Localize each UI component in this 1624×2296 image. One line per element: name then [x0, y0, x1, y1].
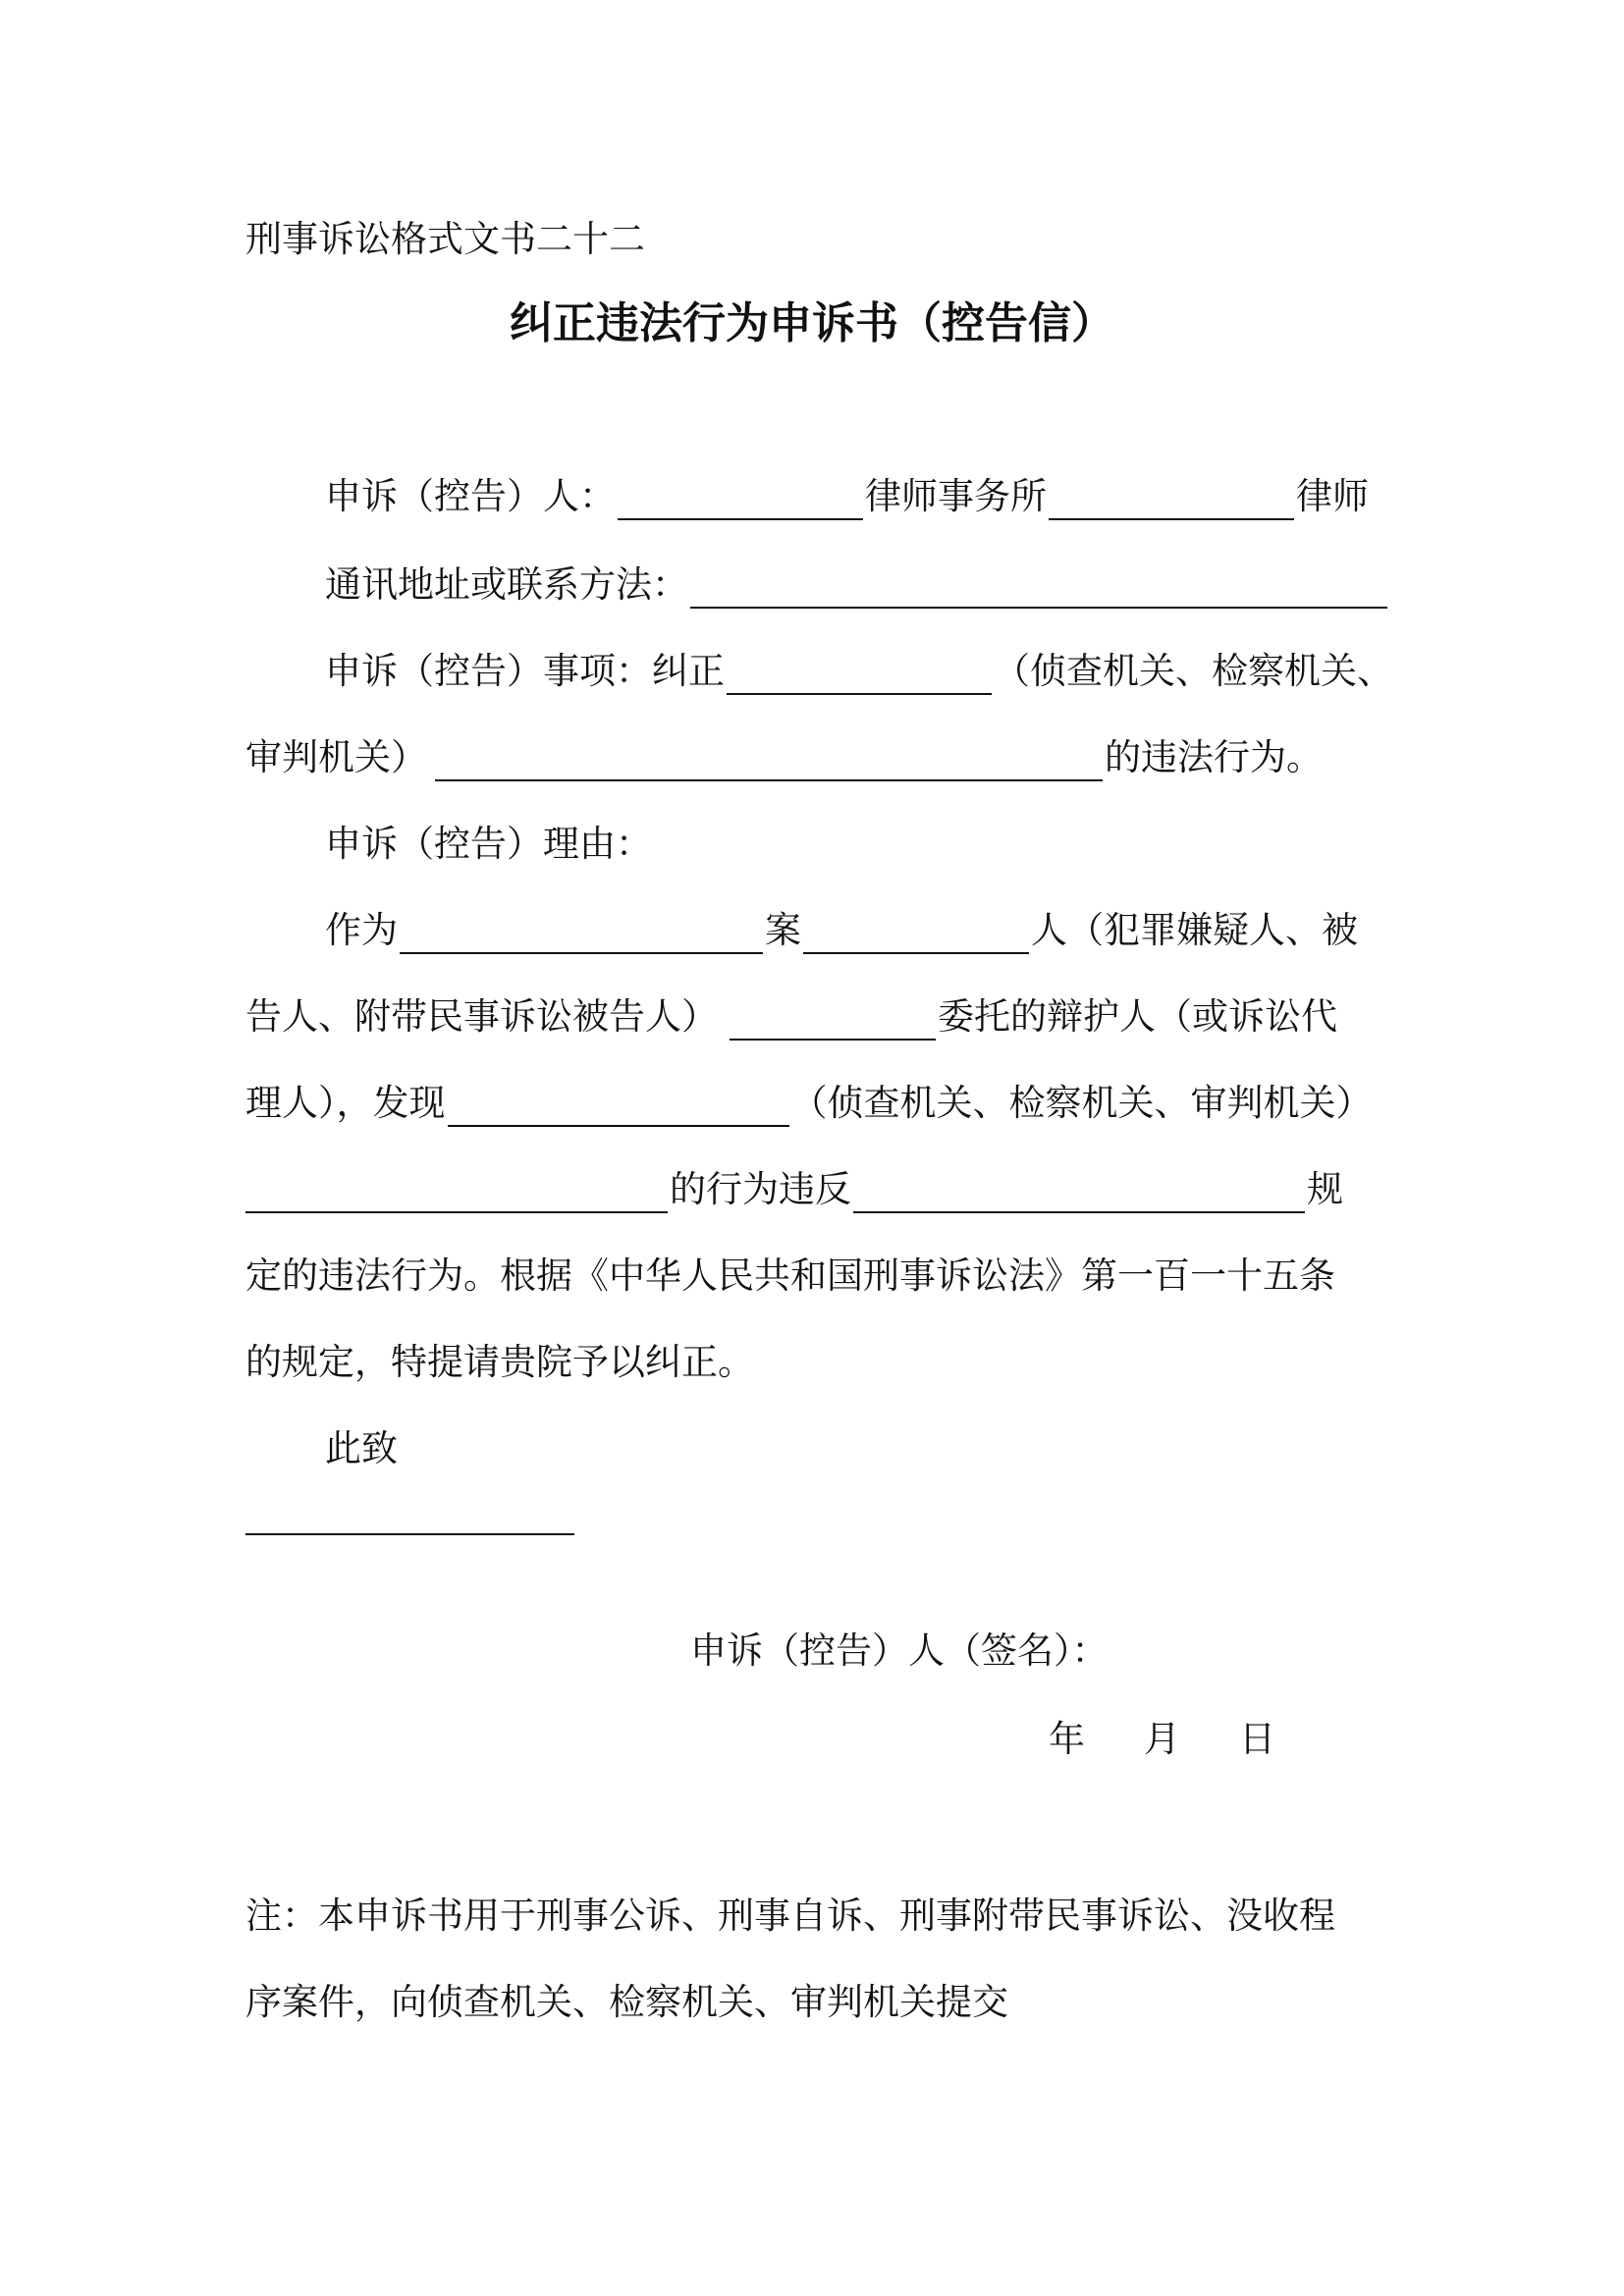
document-title: 纠正违法行为申诉书（控告信）: [510, 298, 1114, 348]
salutation: 此致: [325, 1427, 398, 1469]
matter-detail-blank[interactable]: [435, 746, 1103, 781]
form-number: 刑事诉讼格式文书二十二: [245, 218, 645, 260]
complainant-label: 申诉（控告）人：: [325, 475, 616, 517]
reason-label: 申诉（控告）理由：: [325, 823, 652, 865]
note-line-1: [245, 1893, 1389, 1940]
violating-act-blank[interactable]: [245, 1178, 668, 1213]
line3-suffix: 委托的辩护人（或诉讼代: [938, 995, 1337, 1038]
body-line-5: [245, 1253, 1389, 1300]
matter-label: 申诉（控告）事项：纠正: [325, 650, 725, 692]
legal-basis-text: 定的违法行为。根据《中华人民共和国刑事诉讼法》第一百一十五条: [245, 1255, 1335, 1297]
body-line-4: [245, 1166, 1389, 1213]
year-label: 年: [1049, 1718, 1085, 1760]
found-org-blank[interactable]: [448, 1092, 789, 1127]
line3-prefix: 告人、附带民事诉讼被告人）: [245, 995, 718, 1038]
contact-blank[interactable]: [690, 573, 1387, 609]
note-line-2: [245, 1979, 1389, 2026]
matter-org-blank[interactable]: [727, 660, 992, 695]
contact-line: [325, 561, 1389, 609]
matter-line-2: [245, 734, 1389, 781]
signature-label: 申诉（控告）人（签名）：: [690, 1629, 1109, 1672]
matter-org-note-1: （侦查机关、检察机关、: [994, 650, 1393, 692]
body-line-1: [325, 907, 1389, 954]
as-prefix: 作为: [325, 909, 398, 951]
reason-line: [325, 821, 1389, 868]
day-label: 日: [1239, 1718, 1275, 1760]
month-label: 月: [1144, 1718, 1180, 1760]
person-name-blank[interactable]: [803, 919, 1029, 954]
request-text: 的规定，特提请贵院予以纠正。: [245, 1341, 754, 1383]
line4-suffix: （侦查机关、检察机关、审判机关）: [790, 1082, 1373, 1124]
law-firm-suffix: 律师事务所: [865, 475, 1047, 517]
addressee-blank[interactable]: [245, 1533, 574, 1535]
note-text-1: 注：本申诉书用于刑事公诉、刑事自诉、刑事附带民事诉讼、没收程: [245, 1895, 1335, 1937]
line5-suffix: 规: [1307, 1168, 1343, 1210]
note-text-2: 序案件，向侦查机关、检察机关、审判机关提交: [245, 1981, 1008, 2023]
client-blank[interactable]: [730, 1005, 936, 1041]
complainant-blank[interactable]: [618, 485, 863, 520]
matter-suffix: 的违法行为。: [1105, 736, 1323, 778]
body-line-2: [245, 993, 1389, 1041]
lawyer-suffix: 律师: [1296, 475, 1369, 517]
body-line-6: [245, 1339, 1389, 1386]
contact-label: 通讯地址或联系方法：: [325, 563, 688, 606]
matter-org-note-2: 审判机关）: [245, 736, 427, 778]
violated-law-blank[interactable]: [853, 1178, 1305, 1213]
case-word: 案: [765, 909, 801, 951]
line4-prefix: 理人），发现: [245, 1082, 446, 1124]
matter-line-1: [325, 648, 1393, 695]
date-line: [1049, 1716, 1275, 1763]
line5-middle: 的行为违反: [670, 1168, 851, 1210]
body-line-3: [245, 1080, 1389, 1127]
case-name-blank[interactable]: [400, 919, 763, 954]
salutation-line: [325, 1425, 1389, 1472]
complainant-line: [325, 473, 1389, 520]
person-note: 人（犯罪嫌疑人、被: [1031, 909, 1358, 951]
lawyer-name-blank[interactable]: [1049, 485, 1294, 520]
